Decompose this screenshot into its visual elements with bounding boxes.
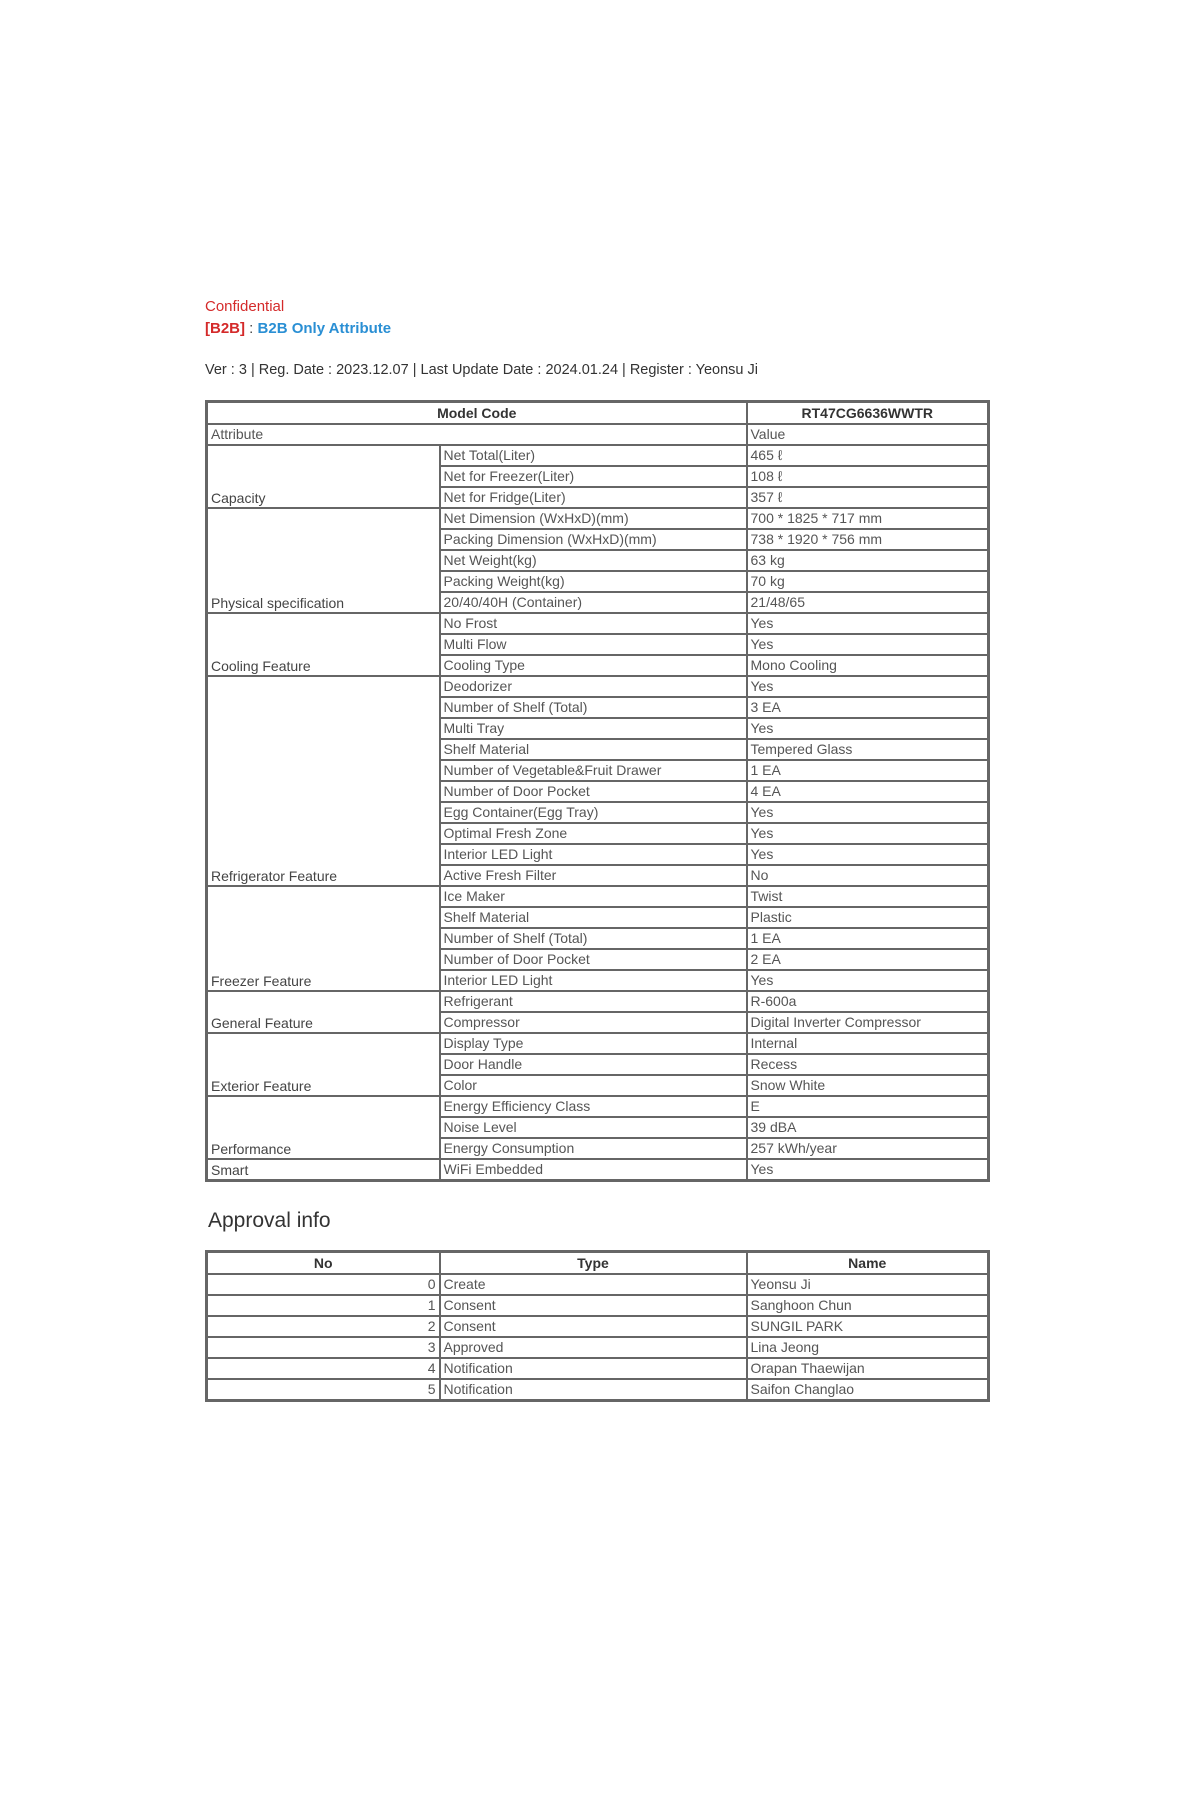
spec-value: Yes (747, 718, 989, 739)
spec-attribute: Packing Weight(kg) (440, 571, 747, 592)
b2b-separator: : (245, 320, 258, 337)
spec-attribute: Number of Door Pocket (440, 949, 747, 970)
spec-attribute: Ice Maker (440, 886, 747, 907)
spec-attribute: Display Type (440, 1033, 747, 1054)
spec-value: Yes (747, 1159, 989, 1181)
value-label: Value (747, 424, 989, 445)
approval-name: Sanghoon Chun (747, 1295, 989, 1316)
spec-row (207, 1159, 989, 1181)
spec-category: Freezer Feature (207, 886, 440, 991)
spec-table (205, 400, 990, 1182)
spec-value: 257 kWh/year (747, 1138, 989, 1159)
attribute-label: Attribute (207, 424, 747, 445)
approval-name: Yeonsu Ji (747, 1274, 989, 1295)
spec-row (207, 676, 989, 697)
approval-type: Notification (440, 1379, 747, 1401)
spec-value: Yes (747, 634, 989, 655)
spec-attribute: Multi Flow (440, 634, 747, 655)
approval-title: Approval info (208, 1209, 331, 1232)
spec-attribute: Number of Shelf (Total) (440, 697, 747, 718)
spec-attribute: Net Total(Liter) (440, 445, 747, 466)
spec-attribute: Interior LED Light (440, 844, 747, 865)
spec-attribute: Refrigerant (440, 991, 747, 1012)
spec-value: 357 ℓ (747, 487, 989, 508)
spec-value: 738 * 1920 * 756 mm (747, 529, 989, 550)
spec-value: Yes (747, 844, 989, 865)
spec-value: 108 ℓ (747, 466, 989, 487)
spec-row (207, 445, 989, 466)
spec-category: Refrigerator Feature (207, 676, 440, 886)
approval-no: 4 (207, 1358, 440, 1379)
spec-value: Recess (747, 1054, 989, 1075)
approval-type: Approved (440, 1337, 747, 1358)
spec-category: Cooling Feature (207, 613, 440, 676)
spec-attribute: Net Dimension (WxHxD)(mm) (440, 508, 747, 529)
spec-value: Snow White (747, 1075, 989, 1096)
b2b-tag: [B2B] (205, 320, 245, 337)
approval-row (207, 1274, 989, 1295)
spec-attribute: 20/40/40H (Container) (440, 592, 747, 613)
spec-attribute: Number of Shelf (Total) (440, 928, 747, 949)
approval-no-header: No (207, 1252, 440, 1275)
spec-value: Twist (747, 886, 989, 907)
approval-type: Consent (440, 1316, 747, 1337)
spec-attribute: Cooling Type (440, 655, 747, 676)
spec-attribute: WiFi Embedded (440, 1159, 747, 1181)
approval-row (207, 1358, 989, 1379)
approval-row (207, 1295, 989, 1316)
spec-category: Smart (207, 1159, 440, 1181)
spec-value: 465 ℓ (747, 445, 989, 466)
spec-attribute: Compressor (440, 1012, 747, 1033)
spec-value: Yes (747, 613, 989, 634)
spec-value: Yes (747, 802, 989, 823)
spec-value: 1 EA (747, 760, 989, 781)
spec-category: Capacity (207, 445, 440, 508)
spec-row (207, 1096, 989, 1117)
spec-value: 1 EA (747, 928, 989, 949)
approval-row (207, 1337, 989, 1358)
document (205, 296, 985, 1402)
spec-row (207, 886, 989, 907)
spec-value: 63 kg (747, 550, 989, 571)
approval-type-header: Type (440, 1252, 747, 1275)
spec-value: Yes (747, 676, 989, 697)
approval-name: Saifon Changlao (747, 1379, 989, 1401)
spec-attribute: Active Fresh Filter (440, 865, 747, 886)
b2b-legend (205, 318, 985, 340)
approval-row (207, 1379, 989, 1401)
spec-category: Physical specification (207, 508, 440, 613)
approval-table (205, 1250, 990, 1402)
spec-attribute: Number of Door Pocket (440, 781, 747, 802)
spec-category: General Feature (207, 991, 440, 1033)
spec-value: Tempered Glass (747, 739, 989, 760)
spec-category: Performance (207, 1096, 440, 1159)
spec-attribute: Net for Freezer(Liter) (440, 466, 747, 487)
b2b-text: B2B Only Attribute (257, 320, 392, 337)
spec-value: 21/48/65 (747, 592, 989, 613)
approval-no: 1 (207, 1295, 440, 1316)
approval-no: 5 (207, 1379, 440, 1401)
spec-value: R-600a (747, 991, 989, 1012)
spec-row (207, 1033, 989, 1054)
spec-value: No (747, 865, 989, 886)
model-code-label: Model Code (207, 402, 747, 425)
approval-name: Orapan Thaewijan (747, 1358, 989, 1379)
spec-attribute: Packing Dimension (WxHxD)(mm) (440, 529, 747, 550)
spec-value: 70 kg (747, 571, 989, 592)
spec-attribute: Noise Level (440, 1117, 747, 1138)
spec-attribute: Energy Efficiency Class (440, 1096, 747, 1117)
spec-value: Internal (747, 1033, 989, 1054)
spec-value: Digital Inverter Compressor (747, 1012, 989, 1033)
spec-row (207, 991, 989, 1012)
spec-attribute: Energy Consumption (440, 1138, 747, 1159)
model-code-value: RT47CG6636WWTR (747, 402, 989, 425)
spec-value: Yes (747, 970, 989, 991)
approval-type: Create (440, 1274, 747, 1295)
version-meta: Ver : 3 | Reg. Date : 2023.12.07 | Last Update Date : 2024.01.24 | Register : Yeonsu Ji (205, 362, 758, 378)
approval-name-header: Name (747, 1252, 989, 1275)
spec-value: 3 EA (747, 697, 989, 718)
spec-header-row (207, 402, 989, 425)
spec-category: Exterior Feature (207, 1033, 440, 1096)
approval-no: 0 (207, 1274, 440, 1295)
spec-value: 4 EA (747, 781, 989, 802)
spec-attribute: Net for Fridge(Liter) (440, 487, 747, 508)
spec-attribute: No Frost (440, 613, 747, 634)
spec-attribute: Egg Container(Egg Tray) (440, 802, 747, 823)
spec-attribute: Shelf Material (440, 907, 747, 928)
spec-attribute: Net Weight(kg) (440, 550, 747, 571)
confidential-label: Confidential (205, 298, 285, 315)
spec-attribute: Optimal Fresh Zone (440, 823, 747, 844)
spec-attribute: Multi Tray (440, 718, 747, 739)
spec-value: 2 EA (747, 949, 989, 970)
approval-row (207, 1316, 989, 1337)
approval-type: Consent (440, 1295, 747, 1316)
spec-row (207, 508, 989, 529)
spec-value: Mono Cooling (747, 655, 989, 676)
spec-value: Plastic (747, 907, 989, 928)
spec-attribute: Color (440, 1075, 747, 1096)
approval-header-row (207, 1252, 989, 1275)
attribute-header-row (207, 424, 989, 445)
spec-value: 39 dBA (747, 1117, 989, 1138)
spec-attribute: Shelf Material (440, 739, 747, 760)
spec-attribute: Door Handle (440, 1054, 747, 1075)
spec-value: Yes (747, 823, 989, 844)
spec-attribute: Deodorizer (440, 676, 747, 697)
approval-name: Lina Jeong (747, 1337, 989, 1358)
approval-no: 3 (207, 1337, 440, 1358)
spec-value: E (747, 1096, 989, 1117)
approval-type: Notification (440, 1358, 747, 1379)
spec-attribute: Interior LED Light (440, 970, 747, 991)
spec-attribute: Number of Vegetable&Fruit Drawer (440, 760, 747, 781)
spec-row (207, 613, 989, 634)
spec-value: 700 * 1825 * 717 mm (747, 508, 989, 529)
approval-no: 2 (207, 1316, 440, 1337)
approval-name: SUNGIL PARK (747, 1316, 989, 1337)
